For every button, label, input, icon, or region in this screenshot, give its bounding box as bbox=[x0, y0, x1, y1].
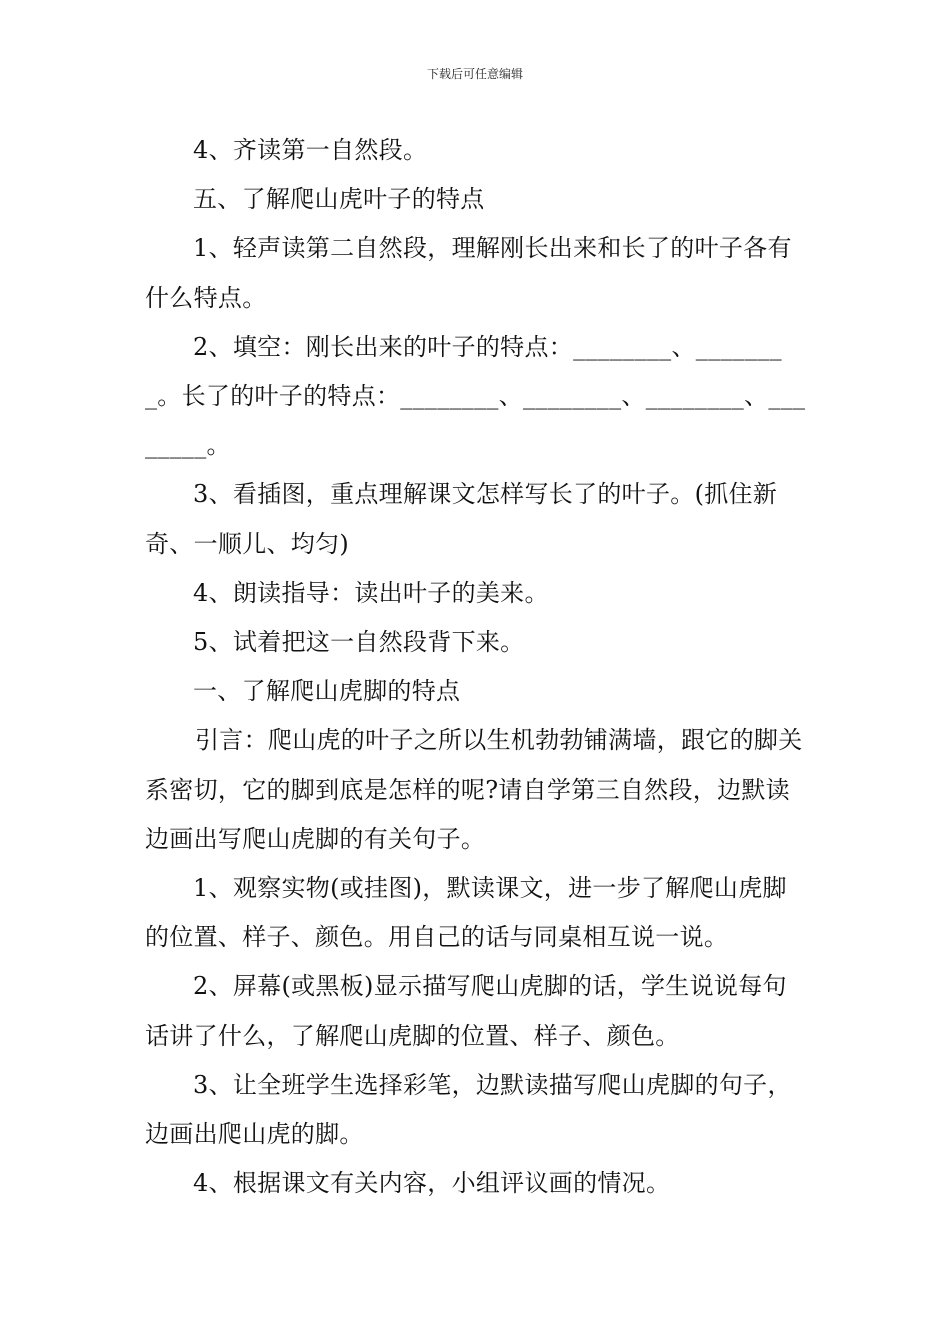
paragraph-fill-in-blanks: 2、填空：刚长出来的叶子的特点：________、________。长了的叶子的特点：________、________、________、________。 bbox=[145, 332, 806, 460]
paragraph-observe: 1、观察实物(或挂图)，默读课文，进一步了解爬山虎脚的位置、样子、颜色。用自己的话与同桌相互说一说。 bbox=[145, 874, 787, 952]
paragraph-read-first-section: 4、齐读第一自然段。 bbox=[193, 136, 428, 164]
page-header: 下载后可任意编辑 bbox=[426, 67, 523, 81]
paragraph-group-review: 4、根据课文有关内容，小组评议画的情况。 bbox=[193, 1169, 671, 1198]
paragraph-memorize: 5、试着把这一自然段背下来。 bbox=[193, 628, 525, 657]
paragraph-illustration: 3、看插图，重点理解课文怎样写长了的叶子。(抓住新奇、一顺儿、均匀) bbox=[145, 480, 778, 558]
paragraph-screen-display: 2、屏幕(或黑板)显示描写爬山虎脚的话，学生说说每句话讲了什么，了解爬山虎脚的位置、样子、颜色。 bbox=[145, 972, 787, 1050]
paragraph-draw-feet: 3、让全班学生选择彩笔，边默读描写爬山虎脚的句子，边画出爬山虎的脚。 bbox=[145, 1070, 792, 1149]
document-body bbox=[145, 126, 810, 1208]
section-heading-feet-features: 一、了解爬山虎脚的特点 bbox=[193, 677, 461, 706]
paragraph-reading-guidance: 4、朗读指导：读出叶子的美来。 bbox=[193, 578, 549, 607]
paragraph-read-second-section: 1、轻声读第二自然段，理解刚长出来和长了的叶子各有什么特点。 bbox=[145, 234, 792, 312]
section-heading-leaf-features: 五、了解爬山虎叶子的特点 bbox=[193, 185, 485, 214]
paragraph-introduction: 引言：爬山虎的叶子之所以生机勃勃铺满墙，跟它的脚关系密切，它的脚到底是怎样的呢?请自学第三自然段，边默读边画出写爬山虎脚的有关句子。 bbox=[145, 726, 803, 853]
